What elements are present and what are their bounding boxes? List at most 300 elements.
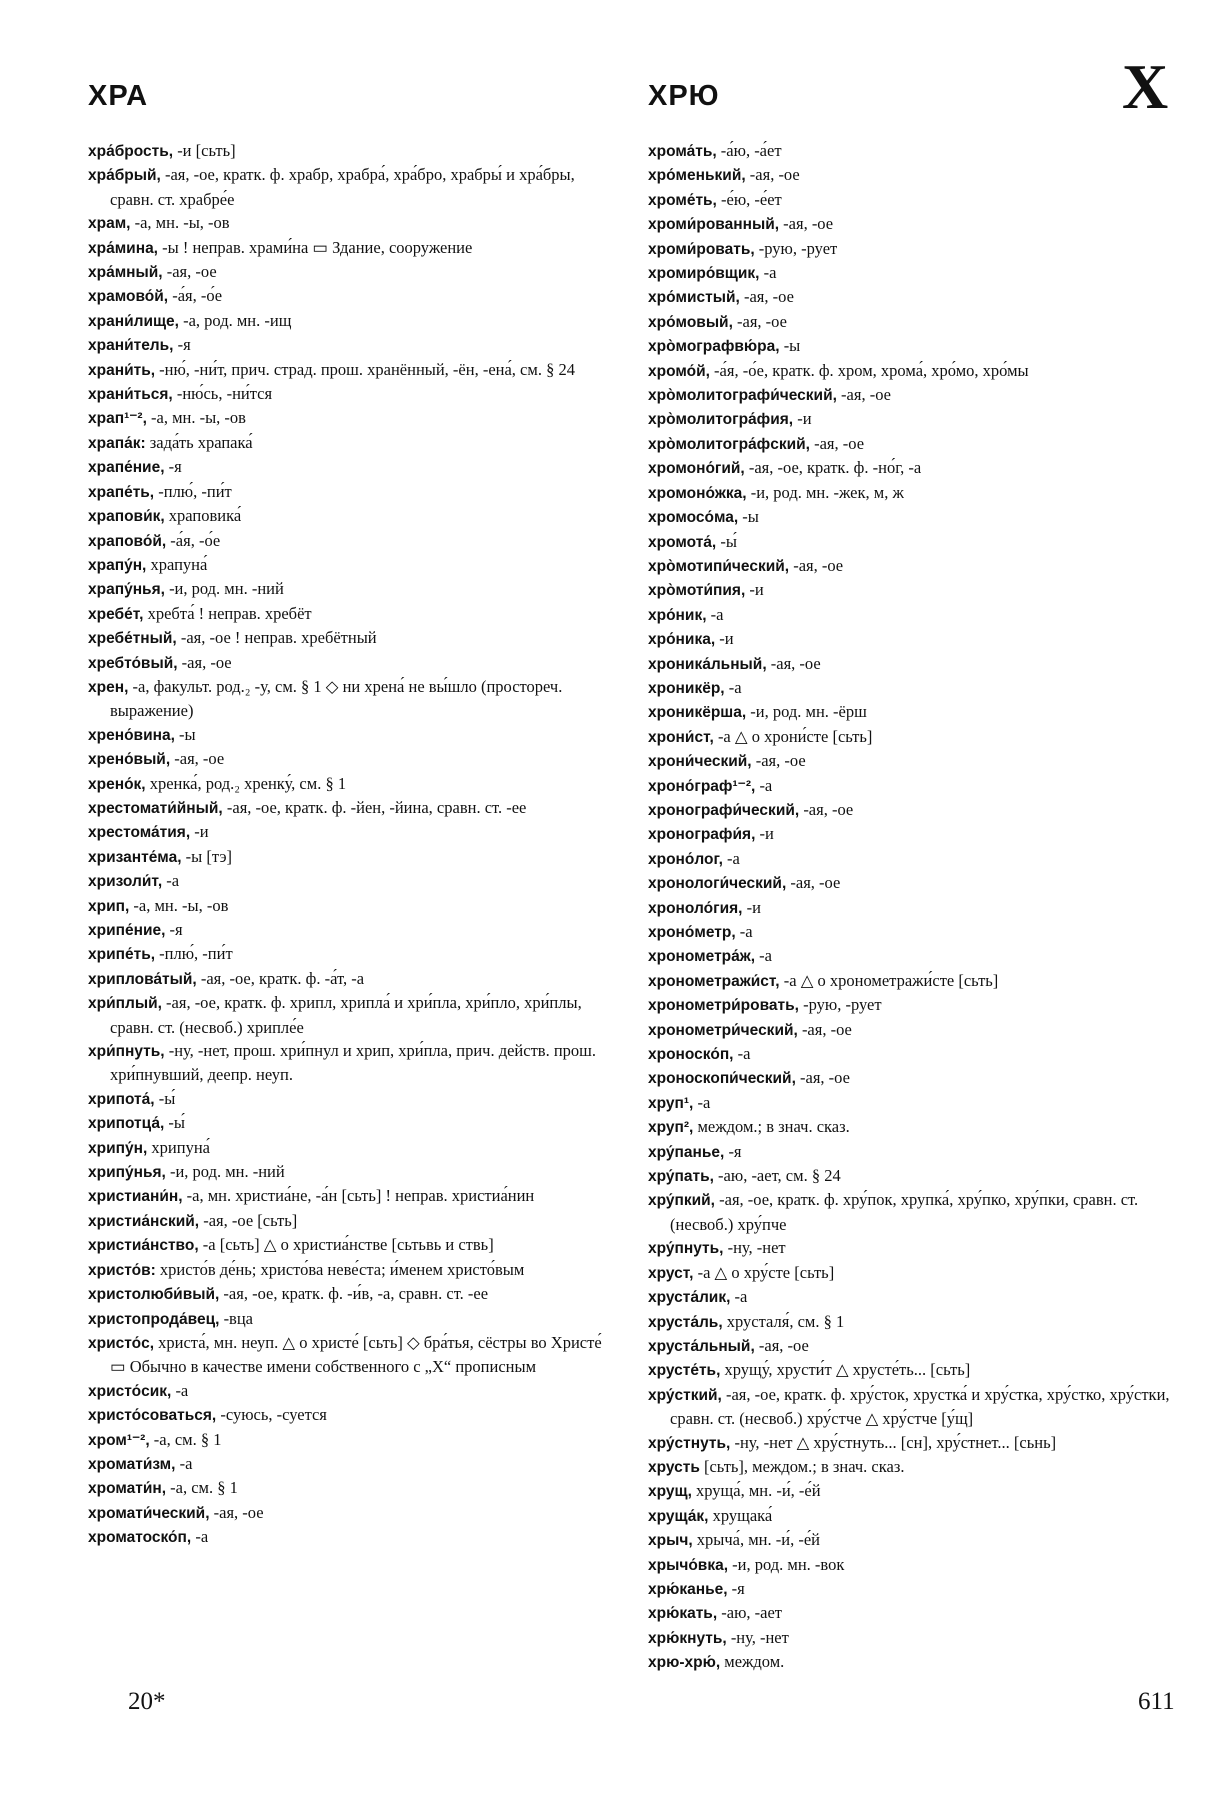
entry-headword: хрю́кнуть, xyxy=(648,1629,727,1647)
entry-definition: -а, мн. -ы, -ов xyxy=(129,895,229,915)
dictionary-entry xyxy=(88,480,616,504)
entry-headword: хронографи́ческий, xyxy=(648,801,800,819)
dictionary-entry xyxy=(648,1626,1176,1650)
dictionary-entry xyxy=(88,651,616,675)
entry-headword: хро̀мографвю́ра, xyxy=(648,338,780,356)
dictionary-entry xyxy=(648,383,1176,407)
entry-headword: храпа́к: xyxy=(88,434,146,452)
dictionary-entry xyxy=(88,675,616,723)
dictionary-entry xyxy=(648,163,1176,187)
entry-headword: хронографи́я, xyxy=(648,826,756,844)
dictionary-entry xyxy=(88,820,616,844)
entry-headword: хрю́канье, xyxy=(648,1580,728,1598)
entry-headword: христо́соваться, xyxy=(88,1407,217,1425)
dictionary-entry xyxy=(648,310,1176,334)
entry-definition: -плю́, -пи́т xyxy=(155,944,233,964)
entry-definition: -и xyxy=(715,629,734,649)
dictionary-entry xyxy=(648,774,1176,798)
dictionary-entry xyxy=(88,1233,616,1257)
entry-definition: хрусталя́, см. § 1 xyxy=(722,1311,845,1331)
dictionary-entry xyxy=(88,1428,616,1452)
entry-headword: хроми́ровать, xyxy=(648,240,755,258)
entry-definition: -и xyxy=(793,409,812,429)
entry-headword: хрю-хрю́, xyxy=(648,1654,721,1672)
entry-headword: хризанте́ма, xyxy=(88,848,182,866)
entry-definition: -а́я, -о́е xyxy=(168,286,223,306)
dictionary-entry xyxy=(88,139,616,163)
entry-headword: храни́ть, xyxy=(88,361,156,379)
entry-headword: хрипе́ние, xyxy=(88,922,166,939)
entry-headword: хром¹⁻², xyxy=(88,1431,150,1449)
entry-headword: хроникёр, xyxy=(648,679,725,697)
entry-headword: храпу́нья, xyxy=(88,581,165,599)
entry-headword: хруп², xyxy=(648,1119,694,1137)
dictionary-entry xyxy=(648,505,1176,529)
dictionary-entry xyxy=(88,626,616,650)
entry-headword: хронологи́ческий, xyxy=(648,875,787,893)
entry-definition: -ну, -нет xyxy=(723,1238,786,1258)
entry-definition: -и [сьть] xyxy=(173,141,236,160)
entry-definition: -а xyxy=(162,871,180,891)
entry-headword: хра́брость, xyxy=(88,143,174,160)
entry-definition: -и, род. мн. -ний xyxy=(165,1162,285,1182)
dictionary-entry xyxy=(88,602,616,626)
dictionary-entry xyxy=(648,1261,1176,1285)
dictionary-entry xyxy=(88,772,616,796)
dictionary-entry xyxy=(88,455,616,479)
entry-headword: хрю́кать, xyxy=(648,1605,718,1623)
dictionary-entry xyxy=(88,967,616,991)
entry-definition: междом.; в знач. сказ. xyxy=(693,1117,850,1137)
entry-headword: хро́мовый, xyxy=(648,313,733,331)
dictionary-entry xyxy=(88,1136,616,1160)
dictionary-entry xyxy=(88,358,616,382)
entry-definition: -я xyxy=(164,457,182,477)
entry-headword: хребе́т, xyxy=(88,605,144,623)
entry-definition: -ая, -ое, кратк. ф. хрипл, хрипла́ и хри́пла, хри́пло, хри́плы, сравн. ст. (несвоб.) хрипле́е xyxy=(110,993,582,1037)
entry-headword: хроно́метр, xyxy=(648,924,736,941)
dictionary-entry xyxy=(88,1403,616,1427)
entry-definition: -а [сьть] △ о христиа́нстве [сьтьвь и ствь] xyxy=(198,1235,494,1255)
entry-definition: -рую, -рует xyxy=(754,238,838,258)
entry-definition: -а xyxy=(724,677,742,697)
entry-headword: хромоно́жка, xyxy=(648,484,747,502)
entry-definition: -а́я, -о́е xyxy=(166,530,221,550)
entry-headword: хроноскопи́ческий, xyxy=(648,1070,796,1088)
dictionary-entry xyxy=(88,406,616,430)
entry-definition: хрущака́ xyxy=(708,1505,773,1525)
entry-headword: хрипе́ть, xyxy=(88,946,156,964)
dictionary-entry xyxy=(88,1525,616,1549)
dictionary-entry xyxy=(648,944,1176,968)
entry-headword: хруст, xyxy=(648,1264,694,1282)
entry-definition: -а xyxy=(693,1092,711,1112)
dictionary-entry xyxy=(648,1115,1176,1139)
entry-headword: хро̀молитографи́ческий, xyxy=(648,387,837,405)
entry-definition: христа́, мн. неуп. △ о христе́ [сьть] ◇ бра́тья, сёстры во Христе́ ▭ Обычно в качестве имени собственного с „Х“ прописным xyxy=(110,1332,602,1377)
entry-headword: хронометри́ровать, xyxy=(648,997,799,1015)
entry-headword: хриплова́тый, xyxy=(88,970,197,988)
entry-headword: хроника́льный, xyxy=(648,655,767,673)
entry-headword: христо́с, xyxy=(88,1334,155,1352)
dictionary-entry xyxy=(648,530,1176,554)
right-column xyxy=(648,139,1176,1675)
entry-definition: -ая, -ое xyxy=(209,1502,264,1522)
dictionary-entry xyxy=(88,1307,616,1331)
entry-definition: -ая, -ое, кратк. ф. -но́г, -а xyxy=(744,458,922,478)
entry-headword: хра́мина, xyxy=(88,239,158,257)
dictionary-entry xyxy=(648,1358,1176,1382)
dictionary-entry xyxy=(648,212,1176,236)
dictionary-entry xyxy=(88,163,616,211)
entry-definition: -а́я, -о́е, кратк. ф. хром, хрома́, хро́мо, хро́мы xyxy=(709,360,1029,380)
entry-headword: хру́пать, xyxy=(648,1168,714,1186)
dictionary-entry xyxy=(648,1504,1176,1528)
dictionary-entry xyxy=(88,796,616,820)
entry-definition: -ая, -ое xyxy=(799,799,854,819)
running-head-left: ХРА xyxy=(88,80,149,112)
dictionary-entry xyxy=(648,1188,1176,1236)
entry-definition: хруща́, мн. -и́, -е́й xyxy=(691,1481,821,1501)
dictionary-entry xyxy=(648,603,1176,627)
dictionary-entry xyxy=(88,333,616,357)
dictionary-entry xyxy=(88,431,616,455)
left-column xyxy=(88,139,616,1550)
dictionary-entry xyxy=(648,1431,1176,1455)
entry-headword: хру́пкий, xyxy=(648,1192,715,1210)
entry-headword: хруста́лик, xyxy=(648,1289,731,1307)
dictionary-entry xyxy=(648,993,1176,1017)
entry-definition: -ая, -ое, кратк. ф. хру́пок, хрупка́, хру́пко, хру́пки, сравн. ст. (несвоб.) хру́пче xyxy=(670,1190,1139,1234)
entry-headword: хроме́ть, xyxy=(648,191,717,209)
dictionary-entry xyxy=(648,1650,1176,1674)
entry-headword: хрома́ть, xyxy=(648,143,717,160)
entry-headword: христо́сик, xyxy=(88,1382,172,1400)
entry-definition: -и xyxy=(755,824,774,844)
entry-headword: хру́пнуть, xyxy=(648,1240,724,1258)
entry-headword: храпови́к, xyxy=(88,508,165,526)
entry-definition: -ая, -ое xyxy=(789,555,844,575)
dictionary-entry xyxy=(648,456,1176,480)
entry-headword: хру́сткий, xyxy=(648,1386,722,1404)
entry-headword: хроноло́гия, xyxy=(648,899,743,917)
entry-definition: -а △ о хру́сте [сьть] xyxy=(693,1262,835,1282)
entry-headword: храмово́й, xyxy=(88,288,169,306)
entry-headword: хроно́лог, xyxy=(648,850,723,868)
entry-headword: хруста́льный, xyxy=(648,1337,755,1355)
entry-definition: -ая, -ое xyxy=(170,749,225,769)
entry-definition: -а xyxy=(722,848,740,868)
dictionary-entry xyxy=(648,847,1176,871)
entry-definition: -ы xyxy=(174,724,196,744)
entry-definition: -ая, -ое xyxy=(739,287,794,307)
entry-definition: -а △ о хронометражи́сте [сьть] xyxy=(779,970,999,990)
entry-headword: хромо́й, xyxy=(648,362,710,380)
entry-definition: -ы [тэ] xyxy=(181,846,233,866)
entry-headword: хруп¹, xyxy=(648,1094,694,1112)
entry-headword: хрено́вый, xyxy=(88,751,171,769)
entry-definition: хренка́, род.₂ хренку́, см. § 1 xyxy=(145,773,347,793)
section-letter: Х xyxy=(1122,51,1169,122)
dictionary-entry xyxy=(88,1039,616,1087)
entry-definition: хрыча́, мн. -и́, -е́й xyxy=(692,1530,820,1550)
dictionary-entry xyxy=(88,577,616,601)
dictionary-entry xyxy=(88,1452,616,1476)
dictionary-entry xyxy=(648,920,1176,944)
entry-definition: -а xyxy=(191,1527,209,1547)
dictionary-entry xyxy=(648,798,1176,822)
entry-definition: -ы xyxy=(779,336,801,356)
dictionary-entry xyxy=(648,1140,1176,1164)
dictionary-entry xyxy=(88,869,616,893)
dictionary-entry xyxy=(88,942,616,966)
dictionary-entry xyxy=(648,432,1176,456)
entry-definition: -рую, -рует xyxy=(798,995,882,1015)
dictionary-entry xyxy=(648,1164,1176,1188)
dictionary-entry xyxy=(88,845,616,869)
entry-headword: хронометри́ческий, xyxy=(648,1021,798,1039)
dictionary-entry xyxy=(88,236,616,260)
entry-definition: -ая, -ое, кратк. ф. -и́в, -а, сравн. ст. -ее xyxy=(219,1284,489,1304)
dictionary-entry xyxy=(88,504,616,528)
entry-headword: хро́ника, xyxy=(648,631,716,649)
entry-definition: -я xyxy=(727,1578,745,1598)
entry-headword: хронометра́ж, xyxy=(648,948,756,966)
entry-definition: -а xyxy=(755,946,772,966)
dictionary-entry xyxy=(648,554,1176,578)
dictionary-entry xyxy=(648,969,1176,993)
entry-definition: -аю, -ает xyxy=(717,1603,783,1623)
entry-headword: хроноско́п, xyxy=(648,1046,734,1064)
entry-headword: хрони́ческий, xyxy=(648,753,752,771)
entry-headword: храпе́ть, xyxy=(88,483,155,501)
dictionary-entry xyxy=(648,652,1176,676)
entry-headword: хрено́к, xyxy=(88,775,146,793)
dictionary-entry xyxy=(648,749,1176,773)
entry-headword: хрусте́ть, xyxy=(648,1362,721,1380)
dictionary-entry xyxy=(88,211,616,235)
dictionary-entry xyxy=(648,1553,1176,1577)
entry-headword: хра́мный, xyxy=(88,264,163,282)
entry-definition: -ая, -ое xyxy=(754,1335,809,1355)
dictionary-entry xyxy=(648,1066,1176,1090)
entry-definition: -и, род. мн. -вок xyxy=(728,1554,845,1574)
entry-headword: хрен, xyxy=(88,678,129,696)
dictionary-entry xyxy=(88,1087,616,1111)
dictionary-entry xyxy=(88,382,616,406)
entry-definition: хрипуна́ xyxy=(147,1137,210,1157)
entry-definition: -суюсь, -суется xyxy=(216,1405,327,1425)
entry-headword: хруста́ль, xyxy=(648,1313,723,1331)
entry-definition: -я xyxy=(173,335,191,355)
entry-headword: храпово́й, xyxy=(88,532,167,550)
dictionary-entry xyxy=(88,894,616,918)
entry-headword: хро̀молитогра́фия, xyxy=(648,411,794,429)
entry-definition: -ая, -ое, кратк. ф. хру́сток, хрустка́ и хру́стка, хру́стко, хру́стки, сравн. ст. (несвоб.) хру́стче △ хру́стче [у́щ] xyxy=(670,1384,1170,1429)
entry-definition: -ая, -ое, кратк. ф. -а́т, -а xyxy=(196,968,365,988)
dictionary-entry xyxy=(648,139,1176,163)
dictionary-entry xyxy=(648,481,1176,505)
entry-headword: храп¹⁻², xyxy=(88,410,147,428)
dictionary-entry xyxy=(648,676,1176,700)
entry-headword: хрипота́, xyxy=(88,1090,155,1108)
entry-definition: -а, род. мн. -ищ xyxy=(178,310,292,330)
dictionary-entry xyxy=(648,1091,1176,1115)
dictionary-entry xyxy=(648,1310,1176,1334)
entry-definition: [сьть], междом.; в знач. сказ. xyxy=(699,1456,905,1476)
dictionary-entry xyxy=(648,700,1176,724)
dictionary-entry xyxy=(648,1236,1176,1260)
entry-definition: -ая, -ое xyxy=(836,385,891,405)
entry-definition: -ая, -ое xyxy=(766,653,821,673)
entry-headword: христиа́нский, xyxy=(88,1212,200,1230)
entry-definition: -ая, -ое [сьть] xyxy=(199,1210,298,1230)
entry-definition: -я xyxy=(165,920,183,939)
dictionary-entry xyxy=(88,1331,616,1379)
entry-definition: -я xyxy=(724,1141,742,1161)
entry-headword: христиани́н, xyxy=(88,1188,183,1206)
dictionary-entry xyxy=(88,918,616,942)
entry-headword: хрипу́н, xyxy=(88,1139,148,1157)
entry-headword: хромати́н, xyxy=(88,1480,167,1498)
dictionary-entry xyxy=(88,991,616,1039)
entry-definition: -ая, -ое xyxy=(779,214,834,234)
entry-headword: хруща́к, xyxy=(648,1507,709,1525)
entry-headword: хроми́рованный, xyxy=(648,216,780,234)
entry-definition: -ая, -ое xyxy=(162,262,217,282)
dictionary-entry xyxy=(88,284,616,308)
entry-definition: хребта́ ! неправ. хребёт xyxy=(143,603,312,623)
dictionary-entry xyxy=(648,407,1176,431)
dictionary-entry xyxy=(648,578,1176,602)
entry-headword: хро̀мотипи́ческий, xyxy=(648,557,790,575)
entry-definition: -вца xyxy=(219,1308,254,1328)
dictionary-entry xyxy=(88,260,616,284)
entry-headword: хромота́, xyxy=(648,533,717,551)
dictionary-entry xyxy=(88,553,616,577)
entry-definition: -а xyxy=(730,1287,748,1307)
entry-headword: храни́тель, xyxy=(88,337,174,355)
entry-definition: -е́ю, -е́ет xyxy=(716,189,782,209)
entry-headword: хрыч, xyxy=(648,1532,693,1550)
entry-definition: -а xyxy=(755,775,773,795)
dictionary-entry xyxy=(88,723,616,747)
entry-headword: хро́менький, xyxy=(648,167,746,185)
entry-definition: -ая, -ое xyxy=(786,873,841,893)
entry-definition: -а, мн. -ы, -ов xyxy=(130,213,230,233)
entry-definition: -ая, -ое xyxy=(745,165,800,185)
entry-headword: хроникёрша, xyxy=(648,704,747,722)
entry-headword: хромати́зм, xyxy=(88,1455,176,1473)
entry-definition: -и, род. мн. -ёрш xyxy=(746,702,867,722)
entry-headword: хра́брый, xyxy=(88,167,161,185)
entry-definition: -а, см. § 1 xyxy=(149,1429,222,1449)
entry-definition: -и xyxy=(190,822,209,842)
entry-definition: -а, мн. -ы, -ов xyxy=(146,408,246,428)
dictionary-entry xyxy=(648,1601,1176,1625)
entry-headword: хрипу́нья, xyxy=(88,1164,166,1182)
entry-definition: -ню́сь, -ни́тся xyxy=(172,384,273,404)
entry-headword: хро́ник, xyxy=(648,606,707,624)
entry-definition: междом. xyxy=(720,1652,785,1672)
entry-definition: -ая, -ое xyxy=(732,311,787,331)
dictionary-entry xyxy=(648,188,1176,212)
dictionary-entry xyxy=(648,896,1176,920)
entry-definition: -ая, -ое ! неправ. хребётный xyxy=(176,628,377,648)
entry-headword: храни́лище, xyxy=(88,312,179,330)
entry-headword: хрони́ст, xyxy=(648,728,714,746)
entry-headword: хрестомати́йный, xyxy=(88,799,223,817)
entry-headword: хромосо́ма, xyxy=(648,509,739,527)
entry-definition: -и xyxy=(742,897,761,917)
entry-definition: -а xyxy=(759,263,777,283)
dictionary-entry xyxy=(648,1383,1176,1431)
entry-headword: хрипотца́, xyxy=(88,1115,165,1133)
entry-headword: хромати́ческий, xyxy=(88,1504,210,1522)
entry-definition: храповика́ xyxy=(164,506,242,526)
dictionary-entry xyxy=(648,627,1176,651)
entry-definition: -ая, -ое xyxy=(177,652,232,672)
dictionary-entry xyxy=(88,1379,616,1403)
entry-headword: храм, xyxy=(88,215,131,233)
page-number: 611 xyxy=(1138,1688,1175,1715)
dictionary-entry xyxy=(648,1479,1176,1503)
entry-headword: хромоно́гий, xyxy=(648,460,745,478)
entry-definition: -ая, -ое xyxy=(797,1019,852,1039)
entry-headword: храни́ться, xyxy=(88,386,173,404)
dictionary-entry xyxy=(88,1501,616,1525)
dictionary-entry xyxy=(648,1528,1176,1552)
entry-headword: хромиро́вщик, xyxy=(648,265,760,283)
entry-definition: -а xyxy=(735,922,753,941)
entry-headword: хро́мистый, xyxy=(648,289,740,307)
dictionary-entry xyxy=(648,1455,1176,1479)
entry-headword: храпу́н, xyxy=(88,556,147,574)
entry-definition: -ну, -нет xyxy=(726,1627,789,1647)
entry-definition: -а xyxy=(733,1044,751,1064)
entry-headword: христиа́нство, xyxy=(88,1237,199,1255)
entry-headword: христо́в: xyxy=(88,1261,156,1279)
dictionary-entry xyxy=(648,261,1176,285)
entry-definition: -и, род. мн. -жек, м, ж xyxy=(746,482,904,502)
entry-definition: -ну, -нет, прош. хри́пнул и хрип, хри́пла, прич. действ. прош. хри́пнувший, деепр. неуп. xyxy=(110,1041,596,1085)
entry-headword: хребе́тный, xyxy=(88,630,177,648)
dictionary-entry xyxy=(648,1042,1176,1066)
running-head-right: ХРЮ xyxy=(648,80,720,112)
entry-headword: хри́плый, xyxy=(88,995,162,1013)
entry-headword: хрычо́вка, xyxy=(648,1556,729,1574)
dictionary-entry xyxy=(648,1018,1176,1042)
dictionary-entry xyxy=(648,725,1176,749)
entry-headword: хру́панье, xyxy=(648,1143,725,1161)
entry-definition: -а, факульт. род.₂ -у, см. § 1 ◇ ни хрена́ не вы́шло (простореч. выражение) xyxy=(110,676,563,721)
entry-headword: хрено́вина, xyxy=(88,726,175,744)
entry-headword: хро̀молитогра́фский, xyxy=(648,435,810,453)
dictionary-entry xyxy=(88,1111,616,1135)
entry-definition: христо́в де́нь; христо́ва неве́ста; и́менем христо́вым xyxy=(155,1259,525,1279)
signature-mark: 20* xyxy=(128,1688,166,1715)
dictionary-entry xyxy=(648,1577,1176,1601)
dictionary-entry xyxy=(88,1184,616,1208)
entry-definition: -ая, -ое xyxy=(751,751,806,771)
dictionary-entry xyxy=(648,1285,1176,1309)
entry-definition: -ая, -ое, кратк. ф. храбр, храбра́, хра́бро, храбры́ и хра́бры, сравн. ст. храбре́е xyxy=(110,165,575,209)
entry-definition: -аю, -ает, см. § 24 xyxy=(713,1166,841,1186)
entry-definition: -а xyxy=(171,1380,189,1400)
entry-definition: -плю́, -пи́т xyxy=(154,481,232,501)
entry-definition: -а, см. § 1 xyxy=(166,1478,238,1498)
entry-headword: хребто́вый, xyxy=(88,654,178,672)
